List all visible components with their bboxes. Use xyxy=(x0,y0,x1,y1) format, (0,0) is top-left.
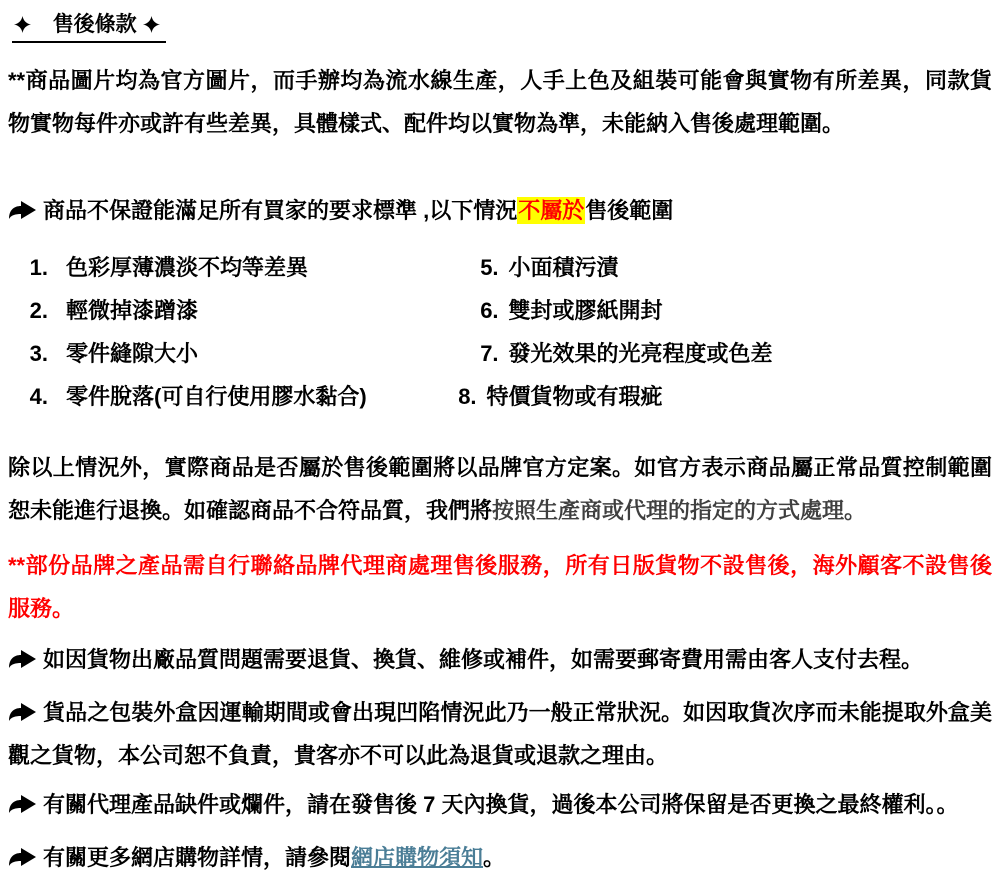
list-item xyxy=(453,246,992,289)
list-item-text: 發光效果的光亮程度或色差 xyxy=(508,341,773,366)
star-icon xyxy=(14,16,31,33)
list-item-text: 色彩厚薄濃淡不均等差異 xyxy=(66,255,309,280)
not-covered-heading xyxy=(8,189,992,232)
list-item xyxy=(8,375,453,418)
ruling-black-text: 除以上情況外，實際商品是否屬於售後範圍將以品牌官方定案。如官方表示商品屬正常品質控制範圍恕未能進行退換。如確認商品不合符品質，我們將 xyxy=(8,455,992,523)
not-covered-list-left xyxy=(8,246,453,418)
list-item-number: 2. xyxy=(29,298,48,323)
list-item-number: 4. xyxy=(29,384,48,409)
star-icon xyxy=(143,16,160,33)
list-item xyxy=(8,332,453,375)
list-item-number: 5. xyxy=(480,255,499,280)
intro-paragraph xyxy=(8,59,992,145)
list-item-text: 小面積污漬 xyxy=(508,255,619,280)
list-item-text: 輕微掉漆蹭漆 xyxy=(66,298,199,323)
seven-day-exchange-text: 有關代理產品缺件或爛件，請在發售後 7 天內換貨，過後本公司將保留是否更換之最終權利。。 xyxy=(43,792,959,817)
list-item-number: 3. xyxy=(29,341,48,366)
shipping-cost-paragraph xyxy=(8,638,992,681)
list-item xyxy=(8,246,453,289)
list-item xyxy=(453,289,992,332)
not-covered-list xyxy=(8,246,992,418)
curved-arrow-icon xyxy=(8,200,38,220)
page-title-text: 售後條款 xyxy=(52,13,137,36)
more-info-prefix: 有關更多網店購物詳情，請參閱 xyxy=(43,845,352,870)
list-item-number: 7. xyxy=(480,341,499,366)
list-item-text: 特價貨物或有瑕疵 xyxy=(486,384,663,409)
list-item-text: 零件縫隙大小 xyxy=(66,341,199,366)
list-item xyxy=(453,332,992,375)
list-item-number: 6. xyxy=(480,298,499,323)
list-item xyxy=(431,375,992,418)
not-covered-highlight: 不屬於 xyxy=(518,198,585,223)
not-covered-prefix: 商品不保證能滿足所有買家的要求標準 ,以下情況 xyxy=(43,198,518,223)
shop-policy-link[interactable]: 網店購物須知 xyxy=(351,845,484,870)
red-notice-paragraph xyxy=(8,544,992,630)
packaging-dent-text: 貨品之包裝外盒因運輸期間或會出現凹陷情況此乃一般正常狀況。如因取貨次序而未能提取外盒美觀之貨物，本公司恕不負責，貴客亦不可以此為退貨或退款之理由。 xyxy=(8,700,992,768)
not-covered-suffix: 售後範圍 xyxy=(585,198,674,223)
page-title xyxy=(12,12,166,43)
seven-day-exchange-paragraph xyxy=(8,783,992,826)
curved-arrow-icon xyxy=(8,702,38,722)
packaging-dent-paragraph xyxy=(8,691,992,777)
red-notice-text: **部份品牌之產品需自行聯絡品牌代理商處理售後服務，所有日版貨物不設售後，海外顧客不設售後服務。 xyxy=(8,553,992,621)
curved-arrow-icon xyxy=(8,649,38,669)
intro-text: **商品圖片均為官方圖片，而手辦均為流水線生產，人手上色及組裝可能會與實物有所差異，同款貨物實物每件亦或許有些差異，具體樣式、配件均以實物為準，未能納入售後處理範圍。 xyxy=(8,68,992,136)
ruling-gray-text: 按照生產商或代理的指定的方式處理。 xyxy=(492,498,867,523)
curved-arrow-icon xyxy=(8,794,38,814)
list-item-text: 雙封或膠紙開封 xyxy=(508,298,663,323)
curved-arrow-icon xyxy=(8,847,38,867)
more-info-suffix: 。 xyxy=(483,845,506,870)
more-info-paragraph xyxy=(8,836,992,879)
list-item-number: 8. xyxy=(458,384,477,409)
official-ruling-paragraph xyxy=(8,446,992,532)
list-item-text: 零件脫落(可自行使用膠水黏合) xyxy=(66,384,367,409)
list-item-number: 1. xyxy=(29,255,48,280)
list-item xyxy=(8,289,453,332)
not-covered-list-right xyxy=(453,246,992,418)
shipping-cost-text: 如因貨物出廠品質問題需要退貨、換貨、維修或補件，如需要郵寄費用需由客人支付去程。 xyxy=(43,647,924,672)
